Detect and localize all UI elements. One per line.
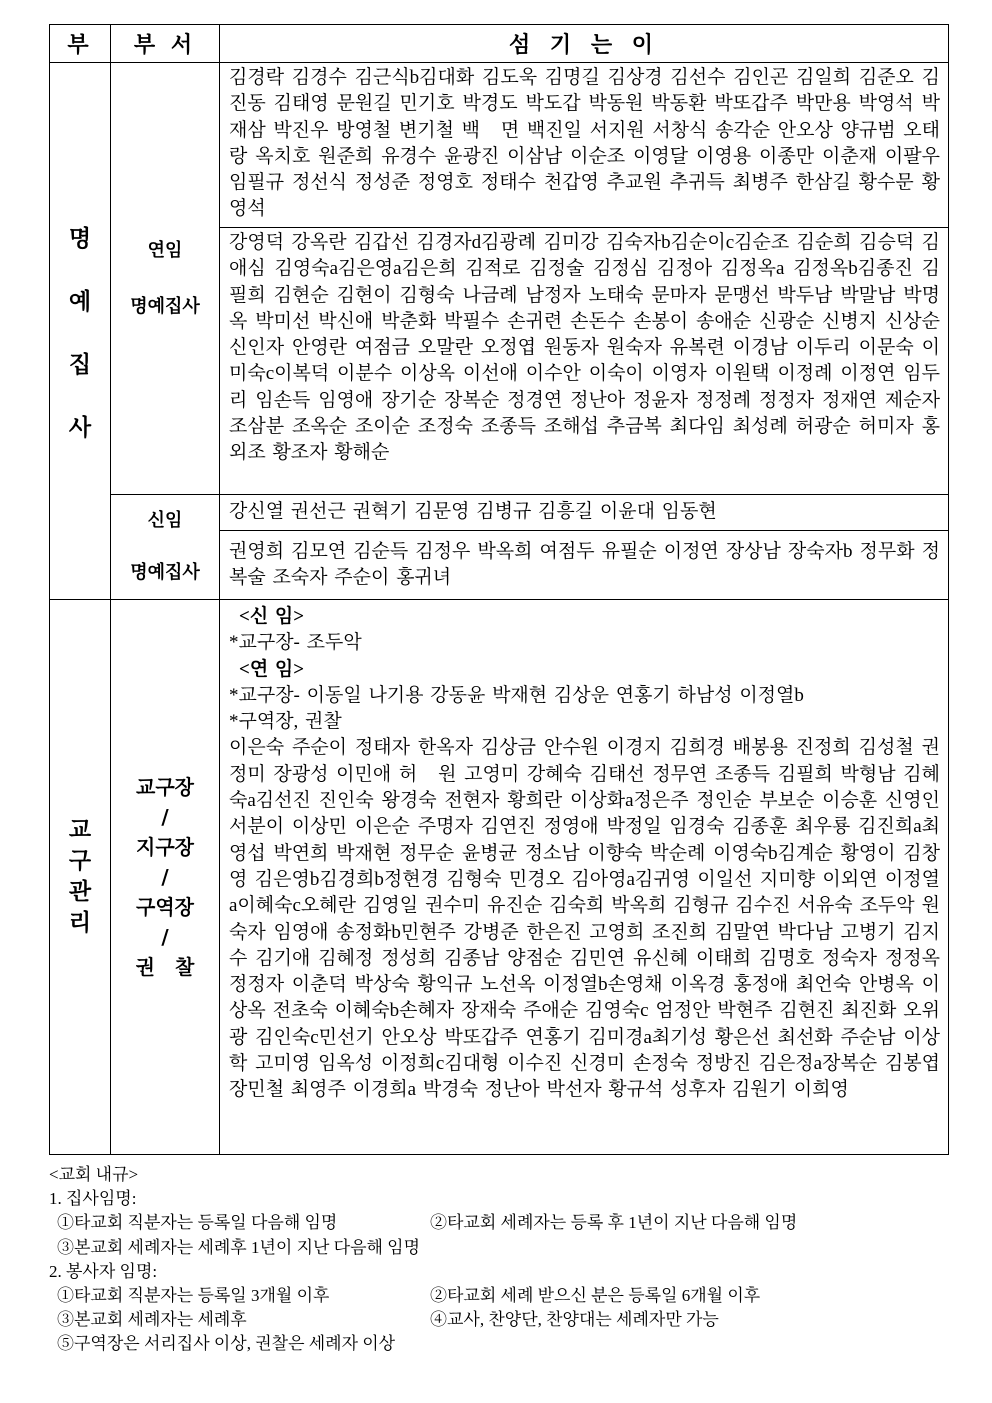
role-separator: /	[161, 925, 169, 949]
parish-management-row	[50, 600, 949, 1155]
role-separator: /	[161, 865, 169, 889]
rule-row	[49, 1284, 948, 1308]
rule-item: ①타교회 직분자는 등록일 다음해 임명	[57, 1213, 338, 1233]
new-heading: <신 임>	[239, 606, 305, 627]
label-char: 명	[68, 226, 92, 252]
new-label-line2: 명예집사	[130, 562, 200, 583]
reappointed-label	[111, 63, 220, 495]
rule-section-2: 2. 봉사자 임명:	[49, 1261, 158, 1281]
zone-leader-names: 이은숙 주순이 정태자 한옥자 김상금 안수원 이경지 김희경 배봉용 진정희 김성철 권정미 장광성 이민애 허 원 고영미 강혜숙 김태선 정무연 조종득 김필희 박형남 김혜숙a김선진 진인숙 왕경숙 전현자 황희란 이상화a정은주 정인순 부보순 이승훈 신영인 서분이 이상민 이은순 주명자 김연진 정영애 박정일 임경숙 김종훈 최우룡 김진희a최영섭 박연희 박재현 정무순 윤병균 정소남 이향숙 박순례 이영숙b김계순 황영이 김창영 김은영b김경희b정현경 김형숙 민경오 김아영a김귀영 이일선 지미향 이외연 이정열a이혜숙c오혜란 김영일 권수미 유진순 김숙희 박옥희 김형규 김수진 서유숙 조두악 원숙자 임영애 송정화b민현주 강병준 한은진 고영희 조진희 김말연 박다남 고병기 김지수 김기애 김혜정 정성희 김종남 양점순 김민연 유신혜 이태희 김명호 정숙자 정정옥 정정자 이춘덕 박상숙 황익규 노선옥 이정열b손영채 이옥경 홍정애 최언숙 안병옥 이상옥 전초숙 이혜숙b손혜자 장재숙 주애순 김영숙c 엄정안 박현주 김현진 최진화 오위광 김인숙c민선기 안오상 박또갑주 연홍기 김미경a최기성 황은선 최선화 주순남 이상학 고미영 임옥성 이정희c김대형 이수진 신경미 손정숙 정방진 김은정a장복순 김봉엽 장민철 최영주 이경희a 박경숙 정난아 박선자 황규석 성후자 김원기 이희영	[229, 737, 940, 1101]
label-char: 예	[68, 289, 92, 315]
reappointed-men-list: 김경락 김경수 김근식b김대화 김도욱 김명길 김상경 김선수 김인곤 김일희 김준오 김진동 김태영 문원길 민기호 박경도 박도갑 박동원 박동환 박또갑주 박만용 박영석 박재삼 박진우 방영철 변기철 백 면 백진일 서지원 서창식 송각순 안오상 양규범 오태랑 옥치호 원준희 유경수 윤광진 이삼남 이순조 이영달 이영용 이종만 이춘재 이팔우 임필규 정선식 정성준 정영호 정태수 천갑영 추교원 추귀득 최병주 한삼길 황수문 황영석	[220, 63, 949, 228]
officers-table	[49, 24, 949, 1155]
label-char: 구	[68, 848, 92, 874]
label-char: 관	[68, 879, 92, 905]
role-exhorter: 권 찰	[135, 955, 195, 979]
rule-item: ③본교회 세례자는 세례후 1년이 지난 다음해 임명	[57, 1237, 421, 1257]
zone-leader-heading: *구역장, 권찰	[229, 711, 342, 733]
reappointed-label-line2: 명예집사	[130, 295, 200, 317]
new-men-list: 강신열 권선근 권혁기 김문영 김병규 김흥길 이윤대 임동현	[220, 495, 949, 531]
honorary-reappointed-men-row	[50, 63, 949, 228]
label-char: 교	[68, 817, 92, 843]
role-separator: /	[161, 805, 169, 829]
role-zone-leader: 구역장	[136, 895, 194, 919]
roles-label	[111, 600, 220, 1155]
new-label-line1: 신임	[147, 510, 183, 531]
new-women-list: 권영희 김모연 김순득 김정우 박옥희 여점두 유필순 이정연 장상남 장숙자b 정무화 정복술 조숙자 주순이 홍귀녀	[220, 531, 949, 600]
reappointed-heading: <연 임>	[239, 658, 305, 680]
rule-section-1: 1. 집사임명:	[49, 1189, 137, 1209]
rule-row	[49, 1308, 948, 1332]
rule-item: ②타교회 세례자는 등록 후 1년이 지난 다음해 임명	[430, 1213, 798, 1233]
table-header-row	[50, 25, 949, 63]
role-district-leader: 지구장	[136, 835, 194, 859]
church-rules	[49, 1163, 948, 1357]
header-department: 부 서	[111, 25, 220, 63]
label-char: 집	[68, 352, 92, 378]
rules-title: <교회 내규>	[49, 1165, 139, 1184]
new-appointed-label	[111, 495, 220, 600]
management-list	[220, 600, 949, 1155]
label-char: 사	[68, 415, 92, 441]
parish-management-label	[50, 600, 111, 1155]
rule-row	[49, 1211, 948, 1235]
rule-item: ③본교회 세례자는 세례후	[57, 1310, 247, 1330]
reappointed-label-line1: 연임	[147, 239, 183, 261]
header-servants: 섬 기 는 이	[220, 25, 949, 63]
honorary-deacon-label	[50, 63, 111, 600]
label-char: 리	[68, 910, 92, 936]
reappointed-women-list: 강영덕 강옥란 김갑선 김경자d김광례 김미강 김숙자b김순이c김순조 김순희 김승덕 김애심 김영숙a김은영a김은희 김적로 김정술 김정심 김정아 김정옥a 김정옥b김종진 김필희 김현순 김현이 김형숙 나금례 남정자 노태숙 문마자 문맹선 박두남 박말남 박명옥 박미선 박신애 박춘화 박필수 손귀련 손돈수 손봉이 송애순 신광순 신병지 신상순 신인자 안영란 여점금 오말란 오정엽 원동자 원숙자 유복련 이경남 이두리 이문숙 이미숙c이복덕 이분수 이상옥 이선애 이수안 이숙이 이영자 이원택 이정례 이정연 임두리 임손득 임영애 장기순 장복순 정경연 정난아 정윤자 정정례 정정자 정재연 제순자 조삼분 조옥순 조이순 조정숙 조종득 조해섭 추금복 최다임 최성례 허광순 허미자 홍외조 황조자 황해순	[220, 228, 949, 495]
reappointed-parish-leader-line: *교구장- 이동일 나기용 강동윤 박재현 김상운 연홍기 하남성 이정열b	[229, 684, 804, 706]
rule-item: ②타교회 세례 받으신 분은 등록일 6개월 이후	[430, 1286, 761, 1306]
new-parish-leader-line: *교구장- 조두악	[229, 632, 362, 654]
rule-item: ①타교회 직분자는 등록일 3개월 이후	[57, 1286, 330, 1306]
rule-item: ⑤구역장은 서리집사 이상, 권찰은 세례자 이상	[57, 1334, 396, 1354]
honorary-new-men-row	[50, 495, 949, 531]
header-division: 부	[50, 25, 111, 63]
rule-item: ④교사, 찬양단, 찬양대는 세례자만 가능	[430, 1310, 719, 1330]
role-parish-leader: 교구장	[136, 775, 194, 799]
